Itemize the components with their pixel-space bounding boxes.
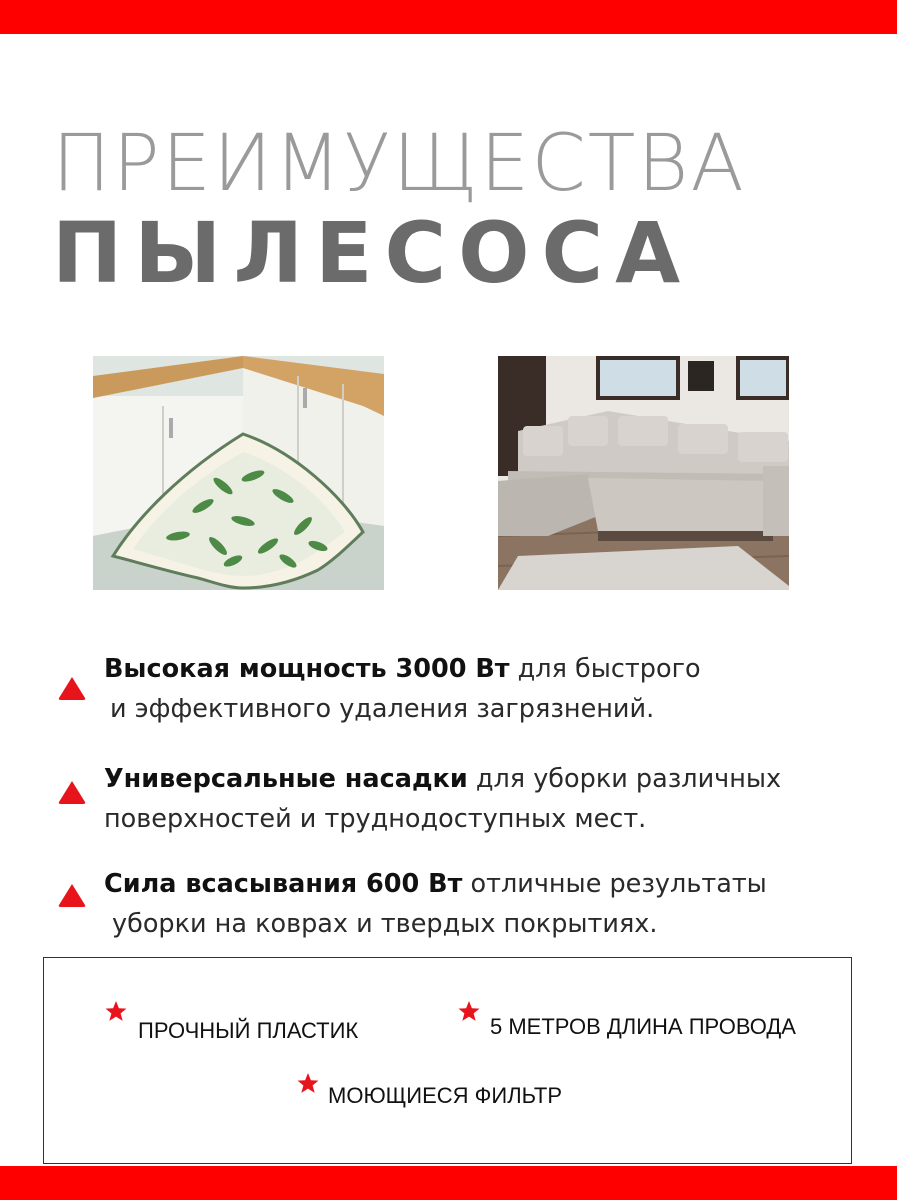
feature-text: для уборки различных [467,764,782,794]
feature-high-power [0,650,897,730]
feature-title: Сила всасывания 600 Вт [104,869,463,899]
corner-rug-illustration [93,356,384,590]
feature-universal-nozzles [0,760,897,840]
feature-suction-power [0,865,897,945]
features-box [43,957,852,1164]
feature-text-line2: и эффективного удаления загрязнений. [110,694,655,724]
star-icon [104,1000,128,1024]
badge-label: ПРОЧНЫЙ ПЛАСТИК [138,1018,359,1043]
corner-sofa-illustration [498,356,789,590]
triangle-bullet-icon [56,778,88,806]
feature-title: Высокая мощность 3000 Вт [104,654,510,684]
title-line-2: ПЫЛЕСОСА [52,204,693,302]
feature-text: отличные результаты [462,869,767,899]
feature-text-line2: уборки на коврах и твердых покрытиях. [112,909,658,939]
photo-corner-rug [93,356,384,590]
triangle-bullet-icon [56,674,88,702]
badge-washable-filter [296,1072,596,1116]
triangle-bullet-icon [56,881,88,909]
star-icon [296,1072,320,1096]
badge-durable-plastic [104,1000,394,1044]
title-line-1: ПРЕИМУЩЕСТВА [52,119,746,209]
bottom-red-band [0,1166,897,1200]
badge-cord-length [457,1000,847,1044]
feature-title: Универсальные насадки [104,764,468,794]
feature-text: для быстрого [509,654,701,684]
feature-text-line2: поверхностей и труднодоступных мест. [104,804,647,834]
badge-label: 5 МЕТРОВ ДЛИНА ПРОВОДА [490,1014,796,1039]
photo-corner-sofa [498,356,789,590]
badge-label: МОЮЩИЕСЯ ФИЛЬТР [328,1083,562,1108]
star-icon [457,1000,481,1024]
top-red-band [0,0,897,34]
